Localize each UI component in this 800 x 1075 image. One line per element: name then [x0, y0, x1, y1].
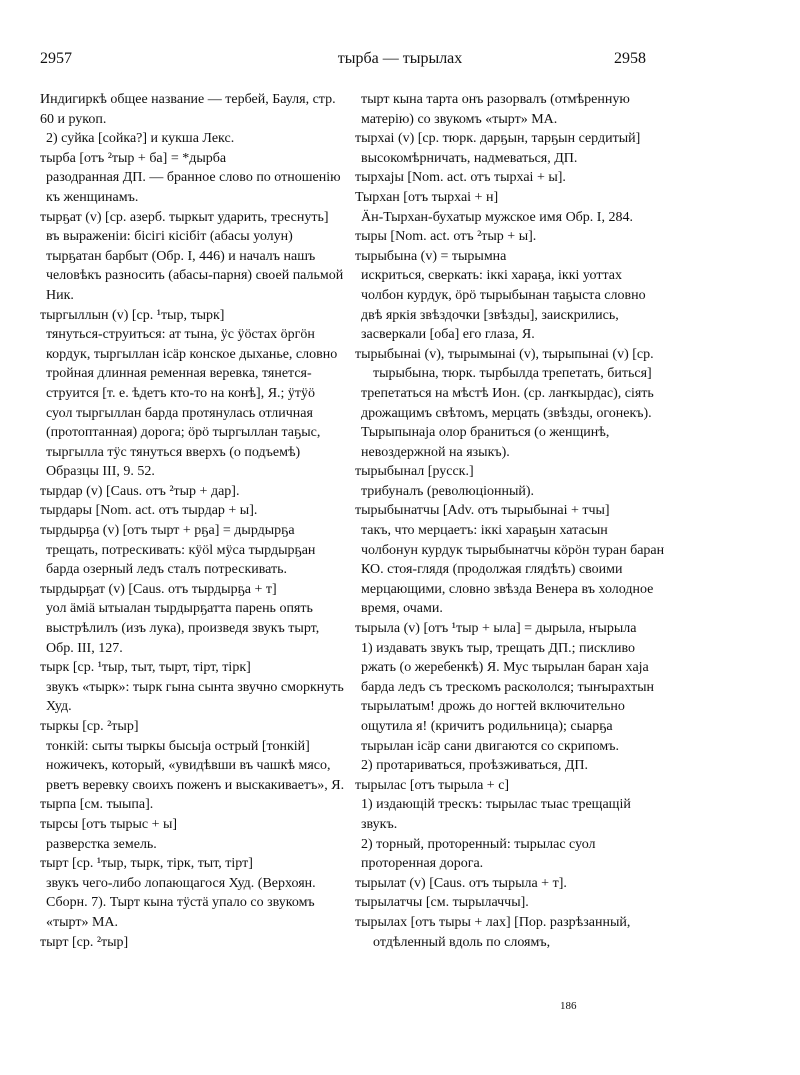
entry-definition: разодранная ДП. — бранное слово по отношенію къ женщинамъ.: [46, 170, 341, 205]
running-title: тырба — тырылах: [337, 50, 463, 67]
entry-headword-line: тырдары [Nom. act. отъ тырдар + ы].: [40, 503, 258, 519]
entry-headword-line: тырхајы [Nom. act. отъ тырхаi + ы].: [355, 170, 566, 186]
entry-headword-line: тырҕат (v) [ср. азерб. тыркыт ударить, треснуть]: [40, 209, 329, 225]
entry-definition: высокомѣрничать, надмеваться, ДП.: [361, 150, 578, 166]
entry-definition: тянуться-струиться: ат тына, ÿс ÿöстах öргöн кордук, тыргыллан iсäр конское дыханье, словно тройная длинная ременная веревка, тянется-струится [т. е. ѣдетъ кто-то на конѣ], Я.; ÿтÿö суол тыргыллан барда протянулась отличная (протоптанная) дорога; öрö тыргыллан таҕыс, тыргылла тÿс тянуться вверхъ (о подъемѣ) Образцы III, 9. 52.: [46, 327, 338, 480]
entry-headword-line: тырылах [отъ тыры + лах] [Пор. разрѣзанный, отдѣленный вдоль по слоямъ,: [355, 914, 631, 950]
entry-headword-line: тырба [отъ ²тыр + ба] = *дырба: [40, 150, 227, 166]
entry-headword-line: тырдар (v) [Caus. отъ ²тыр + дар].: [40, 483, 240, 499]
entry-headword-line: тырыбына (v) = тырымна: [355, 248, 507, 264]
entry-definition: тырт кына тарта онъ разорвалъ (отмѣренную матерію) со звукомъ «тырт» МА.: [361, 92, 630, 127]
entry-headword-line: тырдырҕат (v) [Caus. отъ тырдырҕа + т]: [40, 581, 277, 597]
entry-headword-line: тырсы [отъ тырыс + ы]: [40, 816, 178, 832]
entry-definition: такъ, что мерцаетъ: iккi хараҕын хатасын чолбонун курдук тырыбынатчы кöрöн туран баран КО. стоя-глядя (продолжая глядѣть) своими мерцающими, словно звѣзда Венера въ холодное время, очами.: [361, 523, 665, 617]
entry-definition: 2) протариваться, проѣзживаться, ДП.: [361, 758, 589, 774]
entry-headword-line: тырк [ср. ¹тыр, тыт, тырт, тiрт, тiрк]: [40, 660, 251, 676]
entry-headword-line: тырыла (v) [отъ ¹тыр + ыла] = дырыла, ҥырыла: [355, 621, 637, 637]
entry-definition: 2) суйка [сойка?] и кукша Лекс.: [46, 131, 235, 147]
entry-headword-line: тырт [ср. ¹тыр, тырк, тiрк, тыт, тiрт]: [40, 856, 253, 872]
entry-definition: 2) торный, проторенный: тырылас суол проторенная дорога.: [361, 836, 596, 872]
entry-definition: 1) издающiй трескъ: тырылас тыас трещащiй звукъ.: [361, 797, 631, 832]
right-column: [355, 90, 665, 952]
entry-definition: въ выраженіи: бісігі кісібіт (абасы уолун) тырҕатан барбыт (Обр. I, 446) и началъ нашъ человѣкъ разносить (абасы-парня) своей пальмой Ник.: [46, 229, 344, 303]
entry-definition: искриться, сверкать: iккi хараҕа, iккi уоттах чолбон курдук, öрö тырыбынан таҕыста словно двѣ яркія звѣздочки [звѣзды], заискрились, засверкали [оба] его глаза, Я.: [361, 268, 646, 343]
entry-definition: тонкiй: сыты тыркы бысыја острый [тонкiй] ножичекъ, который, «увидѣвши въ чашкѣ мясо, рветъ веревку своихъ поженъ и выскакиваетъ», Я.: [46, 738, 345, 793]
entry-headword-line: тырыбынатчы [Adv. отъ тырыбынаi + тчы]: [355, 503, 610, 519]
entry-definition: разверстка земель.: [46, 836, 157, 852]
entry-headword-line: тырпа [см. тыыпа].: [40, 797, 154, 813]
entry-definition: трещать, потрескивать: кÿöl мÿса тырдырҕан барда озерный ледъ сталъ потрескивать.: [46, 542, 316, 578]
entry-definition: уол äмiä ытыалан тырдырҕатта парень опять выстрѣлилъ (изъ лука), произведя звукъ тырт, Обр. III, 127.: [46, 601, 320, 656]
entry-definition: 1) издавать звукъ тыр, трещать ДП.; пискливо ржать (о жеребенкѣ) Я. Мус тырылан баран хаја барда ледъ съ трескомъ раскололся; тыҥырахтын тырылатым! дрожь до ногтей включительно ощутила я! (кричитъ родильница); сыарҕа тырылан iсäр сани двигаются со скрипомъ.: [361, 640, 655, 754]
entry-headword-line: тырдырҕа (v) [отъ тырт + рҕа] = дырдырҕа: [40, 523, 295, 539]
entry-headword-line: тырт [ср. ²тыр]: [40, 934, 129, 950]
entry-headword-line: тырылат (v) [Caus. отъ тырыла + т].: [355, 875, 567, 891]
left-column: [40, 90, 345, 952]
entry-headword-line: тыры [Nom. act. отъ ²тыр + ы].: [355, 229, 537, 245]
entry-headword-line: тырыбынаi (v), тырымынаi (v), тырыпынаi (v) [ср. тырыбына, тюрк. тырбылда трепетать, биться]: [355, 346, 654, 382]
entry-definition: трибуналъ (революціонный).: [361, 483, 535, 499]
page-number-right: 2958: [614, 50, 646, 67]
entry-definition: Индигиркѣ общее название — тербей, Бауля, стр. 60 и рукоп.: [40, 92, 336, 127]
entry-headword-line: Тырхан [отъ тырхаi + н]: [355, 189, 499, 205]
entry-headword-line: тырылас [отъ тырыла + с]: [355, 777, 510, 793]
entry-headword-line: тыркы [ср. ²тыр]: [40, 719, 139, 734]
entry-headword-line: тырыбынал [русск.]: [355, 464, 474, 480]
signature-mark: 186: [560, 1000, 577, 1012]
entry-definition: звукъ чего-либо лопающагося Худ. (Верхоян. Сборн. 7). Тырт кына тÿстä упало со звукомъ «тырт» МА.: [46, 875, 316, 930]
entry-headword-line: тырылатчы [см. тырылаччы].: [355, 895, 529, 911]
entry-headword-line: тырхаi (v) [ср. тюрк. дарҕын, тарҕын сердитый]: [355, 131, 641, 147]
entry-definition: Äн-Тырхан-бухатыр мужское имя Обр. I, 284.: [361, 209, 633, 225]
entry-definition: звукъ «тырк»: тырк гына сынта звучно сморкнуть Худ.: [46, 679, 344, 715]
entry-headword-line: тыргыллын (v) [ср. ¹тыр, тырк]: [40, 307, 225, 323]
entry-definition: трепетаться на мѣстѣ Ион. (ср. лаҥкырдас), сiять дрожащимъ свѣтомъ, мерцать (звѣзды, огонекъ). Тырыпынаја олор браниться (о женщинѣ, невоздержной на языкъ).: [361, 385, 654, 460]
page-number-left: 2957: [40, 50, 72, 67]
